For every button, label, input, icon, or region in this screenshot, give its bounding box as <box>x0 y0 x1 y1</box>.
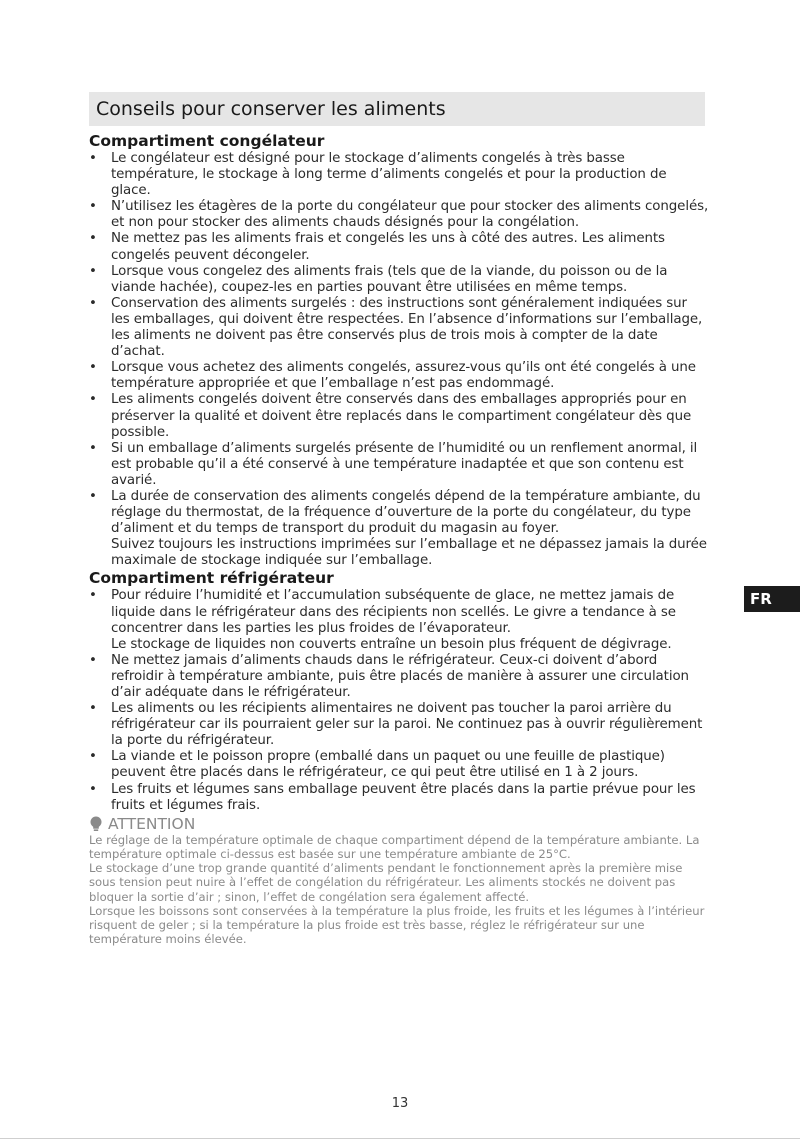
page-number: 13 <box>391 1096 409 1111</box>
attention-title: ATTENTION <box>108 814 196 833</box>
fridge-heading: Compartiment réfrigérateur <box>89 569 334 588</box>
list-item-text: La durée de conservation des aliments congelés dépend de la température ambiante, du réglage du thermostat, de la fréquence d’ouverture de la porte du congélateur, du type d’aliment et du temps de transport du produit du magasin au foyer. <box>111 488 701 537</box>
content <box>89 132 709 946</box>
bottom-divider <box>0 1138 800 1139</box>
list-item-extra: Le stockage de liquides non couverts entraîne un besoin plus fréquent de dégivrage. <box>111 636 672 652</box>
attention-paragraph: Lorsque les boissons sont conservées à la température la plus froide, les fruits et les légumes à l’intérieur risquent de geler ; si la température la plus froide est très basse, réglez le réfrigérateur sur une température moins élevée. <box>89 903 705 947</box>
list-item-extra: Suivez toujours les instructions imprimées sur l’emballage et ne dépassez jamais la durée maximale de stockage indiquée sur l’emballage. <box>111 537 707 569</box>
list-item: • Lorsque vous congelez des aliments frais (tels que de la viande, du poisson ou de la viande hachée), coupez-les en parties pouvant être utilisées en même temps. <box>89 264 709 296</box>
list-item: • Si un emballage d’aliments surgelés présente de l’humidité ou un renflement anormal, il est probable qu’il a été conservé à une température inadaptée et que son contenu est avarié. <box>89 441 709 489</box>
list-item <box>89 489 709 569</box>
fridge-list <box>89 588 709 813</box>
section-title: Conseils pour conserver les aliments <box>89 92 705 126</box>
list-item: • Les fruits et légumes sans emballage peuvent être placés dans la partie prévue pour les fruits et légumes frais. <box>89 782 709 814</box>
attention-paragraph: Le réglage de la température optimale de chaque compartiment dépend de la température ambiante. La température optimale ci-dessus est basée sur une température ambiante de 25°C. <box>89 832 700 861</box>
list-item-text: Pour réduire l’humidité et l’accumulation subséquente de glace, ne mettez jamais de liquide dans le réfrigérateur dans des récipients non scellés. Le givre a tendance à se concentrer dans les parties les plus froides de l’évaporateur. <box>111 588 676 636</box>
list-item: • Lorsque vous achetez des aliments congelés, assurez-vous qu’ils ont été congelés à une température appropriée et que l’emballage n’est pas endommagé. <box>89 360 709 392</box>
list-item: • Ne mettez pas les aliments frais et congelés les uns à côté des autres. Les aliments congelés peuvent décongeler. <box>89 231 709 263</box>
attention-heading <box>89 815 709 833</box>
freezer-list <box>89 151 709 569</box>
list-item: • Le congélateur est désigné pour le stockage d’aliments congelés à très basse température, le stockage à long terme d’aliments congelés et pour la production de glace. <box>89 151 709 199</box>
attention-paragraph: Le stockage d’une trop grande quantité d’aliments pendant le fonctionnement après la première mise sous tension peut nuire à l’effet de congélation du réfrigérateur. Les aliments stockés ne doivent pas bloquer la sortie d’air ; sinon, l’effet de congélation sera également affecté. <box>89 861 683 904</box>
list-item: • La viande et le poisson propre (emballé dans un paquet ou une feuille de plastique) peuvent être placés dans le réfrigérateur, ce qui peut être utilisé en 1 à 2 jours. <box>89 749 709 781</box>
list-item <box>89 588 709 652</box>
language-tab: FR <box>744 586 800 612</box>
list-item: • N’utilisez les étagères de la porte du congélateur que pour stocker des aliments congelés, et non pour stocker des aliments chauds désignés pour la congélation. <box>89 199 709 231</box>
list-item: • Conservation des aliments surgelés : des instructions sont généralement indiquées sur les emballages, qui doivent être respectées. En l’absence d’informations sur l’emballage, les aliments ne doivent pas être conservés plus de trois mois à compter de la date d’achat. <box>89 296 709 360</box>
list-item: • Les aliments ou les récipients alimentaires ne doivent pas toucher la paroi arrière du réfrigérateur car ils pourraient geler sur la paroi. Ne continuez pas à ouvrir régulièrement la porte du réfrigérateur. <box>89 701 709 749</box>
list-item: • Les aliments congelés doivent être conservés dans des emballages appropriés pour en préserver la qualité et doivent être replacés dans le compartiment congélateur dès que possible. <box>89 392 709 440</box>
freezer-heading: Compartiment congélateur <box>89 132 325 150</box>
attention-body <box>89 833 709 947</box>
lightbulb-icon <box>89 816 103 832</box>
list-item: • Ne mettez jamais d’aliments chauds dans le réfrigérateur. Ceux-ci doivent d’abord refroidir à température ambiante, puis être placés de manière à assurer une circulation d’air adéquate dans le réfrigérateur. <box>89 653 709 701</box>
